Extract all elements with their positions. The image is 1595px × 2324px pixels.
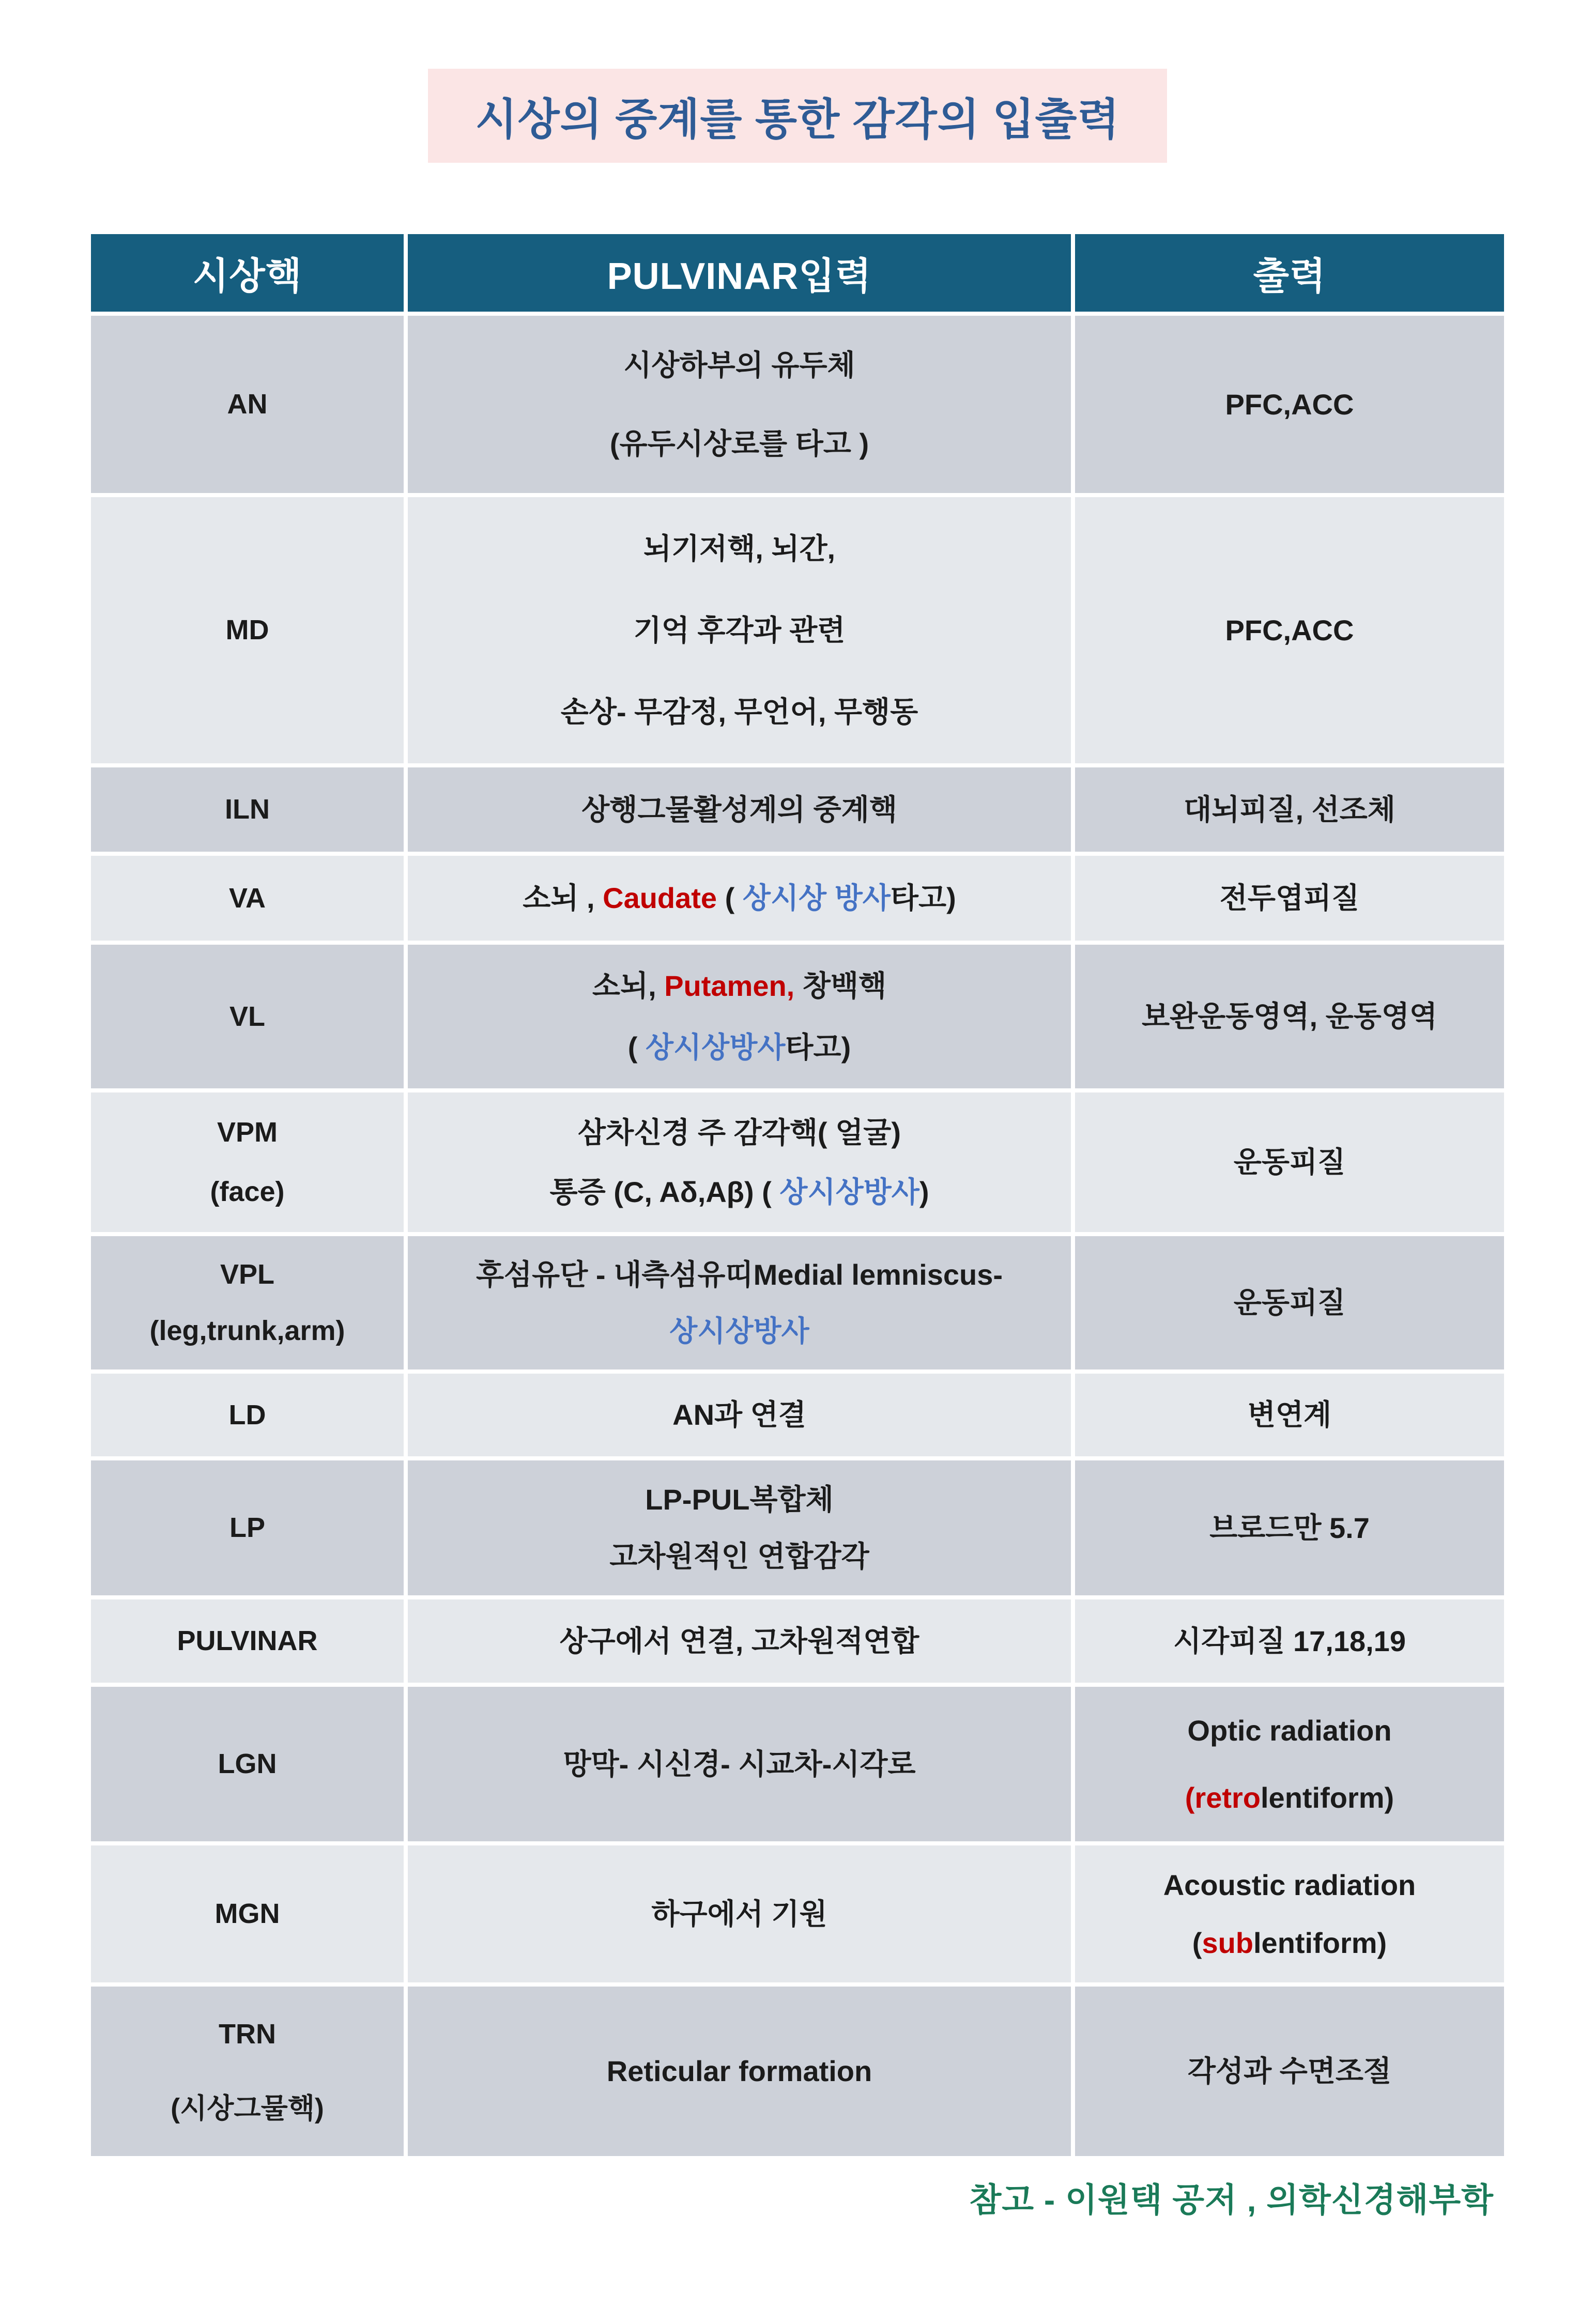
text-segment: LGN	[218, 1748, 277, 1780]
cell-output	[1075, 1236, 1504, 1369]
cell-input	[408, 316, 1071, 493]
cell-input	[408, 1236, 1071, 1369]
text-segment: PFC,ACC	[1225, 613, 1354, 647]
cell-line	[1225, 387, 1354, 422]
cell-output	[1075, 1987, 1504, 2156]
cell-input	[408, 497, 1071, 763]
cell-line	[1234, 1145, 1345, 1179]
text-segment-blue: 상시상방사	[645, 1030, 786, 1064]
cell-nucleus	[91, 1599, 404, 1683]
cell-nucleus	[91, 1460, 404, 1595]
text-segment-blue: 상시상방사	[669, 1314, 809, 1347]
text-segment: VA	[228, 882, 266, 914]
cell-nucleus	[91, 316, 404, 493]
cell-nucleus	[91, 1092, 404, 1232]
cell-output	[1075, 1599, 1504, 1683]
cell-line	[561, 695, 918, 729]
cell-nucleus	[91, 1374, 404, 1456]
title-banner	[428, 69, 1167, 163]
cell-line	[581, 792, 897, 827]
cell-line	[1188, 2054, 1391, 2088]
text-segment: 고차원적인 연합감각	[609, 1540, 869, 1573]
text-segment: AN과 연결	[672, 1398, 806, 1432]
text-segment-red: (retro	[1185, 1781, 1261, 1814]
cell-line	[628, 1030, 851, 1065]
text-segment: VL	[229, 1001, 265, 1032]
cell-line	[1248, 1397, 1331, 1432]
cell-line	[177, 1624, 317, 1658]
cell-output	[1075, 1092, 1504, 1232]
text-segment: Reticular formation	[606, 2055, 872, 2088]
text-segment-red: Caudate	[603, 882, 717, 915]
cell-line	[1185, 1780, 1394, 1815]
cell-line	[149, 1314, 345, 1348]
cell-nucleus	[91, 856, 404, 941]
cell-line	[623, 348, 855, 382]
cell-input	[408, 856, 1071, 941]
cell-line	[645, 1482, 834, 1517]
text-segment: VPM	[217, 1117, 278, 1148]
cell-output	[1075, 1460, 1504, 1595]
col-header-nucleus: 시상핵	[91, 234, 404, 312]
cell-input	[408, 1599, 1071, 1683]
cell-line	[210, 1175, 284, 1209]
text-segment: MD	[225, 614, 269, 646]
cell-input	[408, 767, 1071, 852]
cell-line	[643, 531, 835, 566]
text-segment: LD	[228, 1399, 266, 1430]
text-segment: TRN	[219, 2018, 276, 2050]
cell-output	[1075, 316, 1504, 493]
text-segment: (시상그물핵)	[171, 2092, 324, 2124]
text-segment: 전두엽피질	[1219, 882, 1360, 915]
page	[0, 69, 1595, 2221]
text-segment: 브로드만 5.7	[1209, 1511, 1370, 1544]
reference-note: 참고 - 이원택 공저 , 의학신경해부학	[969, 2181, 1494, 2219]
cell-line	[215, 1897, 280, 1931]
cell-line	[607, 2054, 872, 2088]
cell-line	[672, 1397, 806, 1432]
cell-output	[1075, 497, 1504, 763]
cell-line	[227, 388, 268, 421]
text-segment: PULVINAR	[177, 1625, 318, 1657]
text-segment: 상행그물활성계의 중계핵	[581, 793, 897, 826]
text-segment: lentiform)	[1253, 1927, 1387, 1960]
text-segment: AN	[227, 389, 268, 420]
text-segment: 운동피질	[1233, 1286, 1346, 1319]
text-segment: 삼차신경 주 감각핵( 얼굴)	[578, 1116, 901, 1149]
cell-line	[229, 1398, 266, 1432]
text-segment: 소뇌 ,	[523, 882, 603, 915]
cell-nucleus	[91, 497, 404, 763]
text-segment: lentiform)	[1261, 1781, 1394, 1814]
cell-line	[1209, 1511, 1370, 1545]
text-segment: )	[919, 1175, 929, 1208]
text-segment-blue: 상시상방사	[779, 1175, 919, 1208]
cell-nucleus	[91, 945, 404, 1088]
text-segment: 창백핵	[794, 969, 887, 1002]
cell-line	[1184, 792, 1395, 827]
cell-output	[1075, 1687, 1504, 1841]
cell-line	[1142, 999, 1437, 1034]
text-segment: 각성과 수면조절	[1187, 2055, 1392, 2088]
cell-line	[634, 613, 846, 648]
text-segment: 하구에서 기원	[651, 1897, 827, 1930]
text-segment: Acoustic radiation	[1163, 1868, 1416, 1901]
text-segment: 운동피질	[1233, 1146, 1346, 1179]
cell-line	[476, 1257, 1003, 1292]
text-segment: PFC,ACC	[1225, 388, 1354, 421]
cell-line	[225, 793, 270, 826]
cell-line	[549, 1175, 929, 1209]
cell-input	[408, 945, 1071, 1088]
col-header-output: 출력	[1075, 234, 1504, 312]
text-segment: 기억 후각과 관련	[633, 613, 846, 647]
page-title: 시상의 중계를 통한 감각의 입출력	[475, 95, 1120, 144]
col-header-input: PULVINAR입력	[408, 234, 1071, 312]
cell-nucleus	[91, 1236, 404, 1369]
text-segment: 변연계	[1247, 1398, 1332, 1432]
text-segment: 소뇌,	[592, 969, 665, 1002]
cell-line	[218, 1747, 277, 1781]
cell-line	[563, 1747, 915, 1781]
cell-line	[1163, 1868, 1416, 1902]
cell-output	[1075, 856, 1504, 941]
text-segment: 손상- 무감정, 무언어, 무행동	[560, 696, 918, 729]
cell-line	[219, 2018, 276, 2051]
cell-line	[651, 1897, 827, 1931]
cell-output	[1075, 1845, 1504, 1982]
text-segment: LP	[229, 1512, 265, 1544]
text-segment: 뇌기저핵, 뇌간,	[643, 532, 836, 565]
text-segment: 보완운동영역, 운동영역	[1141, 1000, 1438, 1033]
text-segment: 시상하부의 유두체	[623, 349, 855, 382]
cell-input	[408, 1460, 1071, 1595]
cell-line	[609, 1539, 869, 1574]
cell-line	[1187, 1713, 1391, 1748]
text-segment: ILN	[225, 794, 270, 825]
thalamus-table	[91, 234, 1504, 2156]
cell-line	[560, 1624, 919, 1658]
text-segment: Optic radiation	[1187, 1714, 1392, 1747]
text-segment: 타고)	[890, 882, 956, 915]
cell-line	[1192, 1926, 1387, 1960]
cell-line	[669, 1314, 809, 1348]
text-segment: VPL	[220, 1259, 275, 1290]
text-segment-blue: 상시상 방사	[742, 882, 891, 915]
cell-line	[592, 968, 886, 1003]
cell-line	[1225, 613, 1354, 648]
cell-line	[1234, 1285, 1345, 1320]
text-segment: (leg,trunk,arm)	[149, 1315, 345, 1347]
cell-line	[217, 1116, 278, 1149]
text-segment: 통증 (C, Aδ,Aβ) (	[549, 1175, 780, 1208]
cell-line	[229, 1511, 265, 1545]
cell-input	[408, 1092, 1071, 1232]
text-segment: 타고)	[785, 1030, 851, 1064]
text-segment: (	[1192, 1927, 1202, 1960]
text-segment: LP-PUL복합체	[645, 1483, 834, 1516]
cell-output	[1075, 945, 1504, 1088]
cell-line	[226, 613, 269, 647]
cell-nucleus	[91, 1845, 404, 1982]
text-segment: 상구에서 연결, 고차원적연합	[559, 1624, 919, 1657]
text-segment: (	[717, 882, 743, 915]
cell-line	[1220, 881, 1359, 915]
cell-input	[408, 1987, 1071, 2156]
text-segment: 시각피질 17,18,19	[1173, 1624, 1406, 1657]
cell-line	[578, 1115, 901, 1150]
text-segment-red: Putamen,	[664, 969, 795, 1002]
cell-nucleus	[91, 1687, 404, 1841]
text-segment: MGN	[214, 1898, 280, 1930]
cell-output	[1075, 1374, 1504, 1456]
cell-line	[229, 1000, 265, 1034]
text-segment: 후섬유단 - 내측섬유띠Medial lemniscus-	[476, 1258, 1003, 1291]
cell-output	[1075, 767, 1504, 852]
text-segment: 대뇌피질, 선조체	[1184, 793, 1395, 826]
text-segment: (유두시상로를 타고 )	[609, 427, 869, 460]
cell-input	[408, 1845, 1071, 1982]
text-segment: (	[627, 1030, 646, 1064]
cell-line	[610, 426, 869, 461]
cell-nucleus	[91, 1987, 404, 2156]
cell-nucleus	[91, 767, 404, 852]
text-segment: (face)	[210, 1176, 285, 1208]
cell-input	[408, 1374, 1071, 1456]
text-segment: 망막- 시신경- 시교차-시각로	[563, 1747, 916, 1780]
cell-line	[229, 882, 266, 915]
cell-line	[171, 2092, 324, 2126]
cell-line	[1173, 1624, 1406, 1658]
text-segment-red: sub	[1202, 1927, 1253, 1960]
cell-line	[523, 881, 956, 915]
cell-input	[408, 1687, 1071, 1841]
cell-line	[220, 1258, 274, 1291]
